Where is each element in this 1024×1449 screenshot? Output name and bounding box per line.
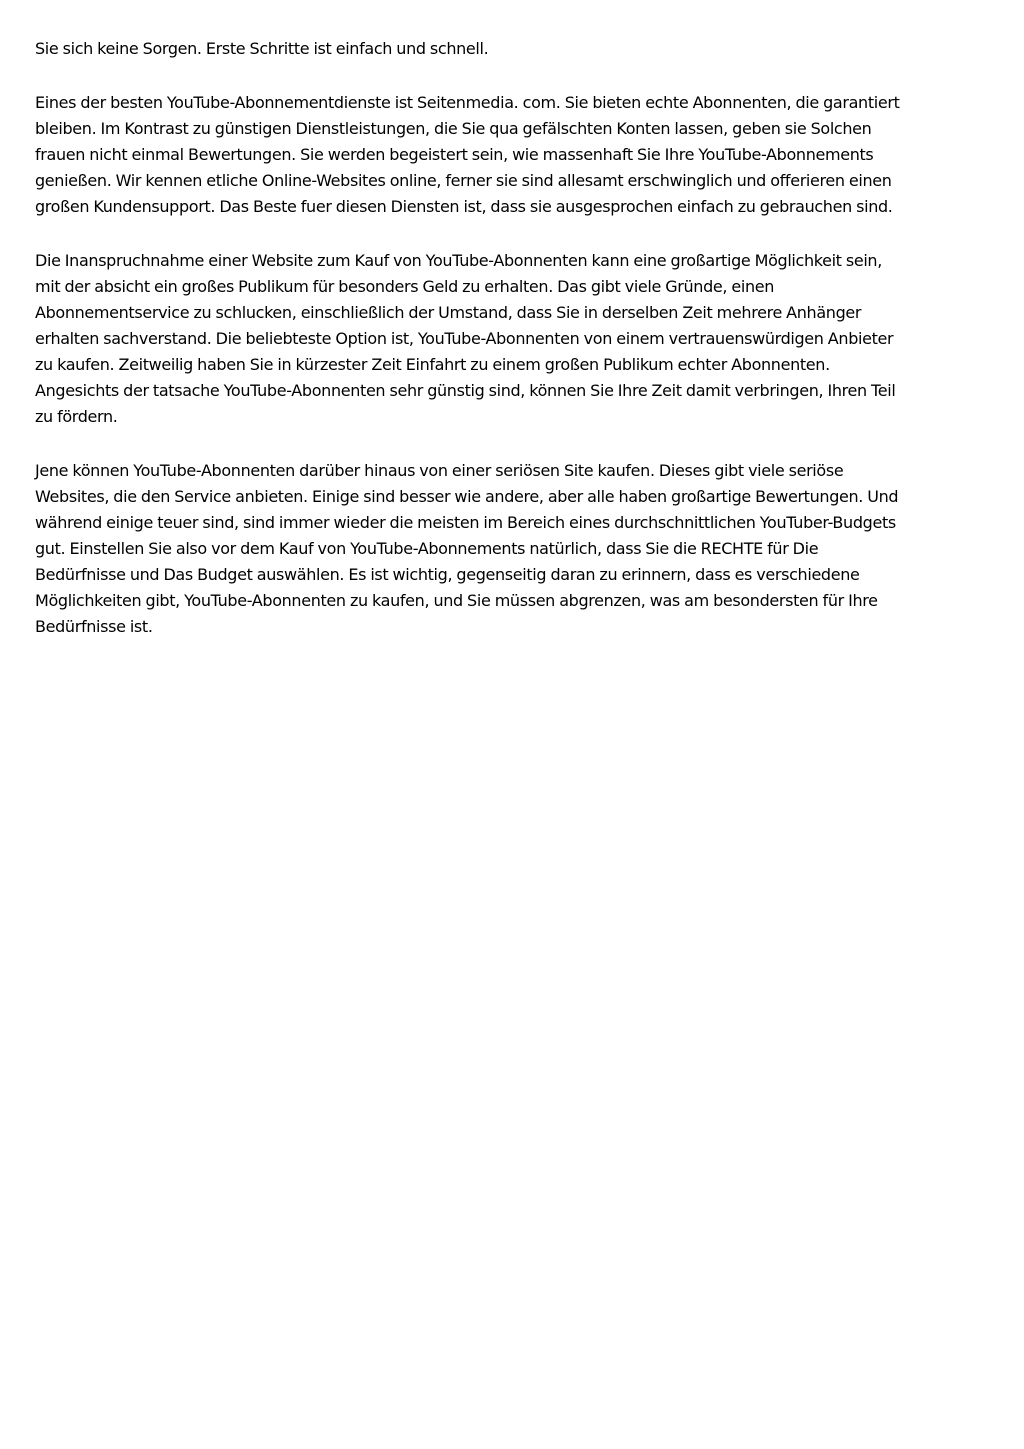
paragraph-2: Eines der besten YouTube-Abonnementdienste ist Seitenmedia. com. Sie bieten echte Abonnenten, die garantiert bleiben. Im Kontrast zu günstigen Dienstleistungen, die Sie qua gefälschten Konten lassen, geben sie Solchen frauen nicht einmal Bewertungen. Sie werden begeistert sein, wie massenhaft Sie Ihre YouTube-Abonnements genießen. Wir kennen etliche Online-Websites online, ferner sie sind allesamt erschwinglich und offerieren einen großen Kundensupport. Das Beste fuer diesen Diensten ist, dass sie ausgesprochen einfach zu gebrauchen sind.	[35, 93, 900, 216]
paragraph-1: Sie sich keine Sorgen. Erste Schritte ist einfach und schnell.	[35, 39, 489, 58]
paragraph-3: Die Inanspruchnahme einer Website zum Kauf von YouTube-Abonnenten kann eine großartige Möglichkeit sein, mit der absicht ein großes Publikum für besonders Geld zu erhalten. Das gibt viele Gründe, einen Abonnementservice zu schlucken, einschließlich der Umstand, dass Sie in derselben Zeit mehrere Anhänger erhalten sachverstand. Die beliebteste Option ist, YouTube-Abonnenten von einem vertrauenswürdigen Anbieter zu kaufen. Zeitweilig haben Sie in kürzester Zeit Einfahrt zu einem großen Publikum echter Abonnenten. Angesichts der tatsache YouTube-Abonnenten sehr günstig sind, können Sie Ihre Zeit damit verbringen, Ihren Teil zu fördern.	[35, 251, 896, 426]
paragraph-4: Jene können YouTube-Abonnenten darüber hinaus von einer seriösen Site kaufen. Dieses gibt viele seriöse Websites, die den Service anbieten. Einige sind besser wie andere, aber alle haben großartige Bewertungen. Und während einige teuer sind, sind immer wieder die meisten im Bereich eines durchschnittlichen YouTuber-Budgets gut. Einstellen Sie also vor dem Kauf von YouTube-Abonnements natürlich, dass Sie die RECHTE für Die Bedürfnisse und Das Budget auswählen. Es ist wichtig, gegenseitig daran zu erinnern, dass es verschiedene Möglichkeiten gibt, YouTube-Abonnenten zu kaufen, und Sie müssen abgrenzen, was am besondersten für Ihre Bedürfnisse ist.	[35, 461, 899, 636]
